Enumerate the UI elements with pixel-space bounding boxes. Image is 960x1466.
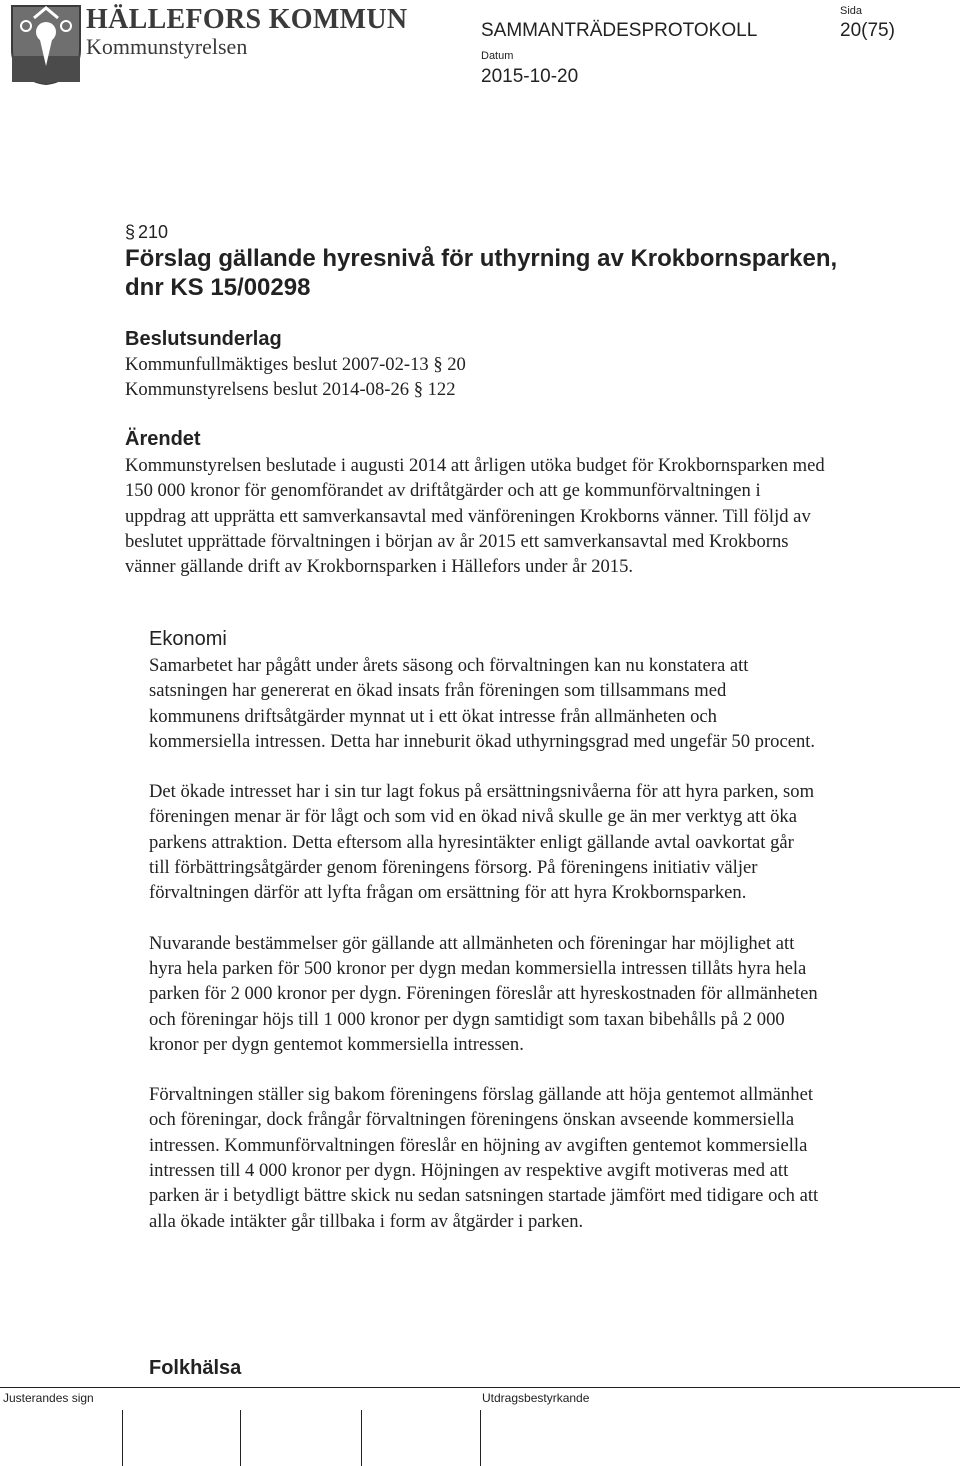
signature-box-divider bbox=[480, 1410, 481, 1466]
ekonomi-paragraph: Samarbetet har pågått under årets säsong och förvaltningen kan nu konstatera att satsningen har genererat en ökad insats från föreningen som tillsammans med kommunens driftsåtgärder mynnat ut i ett ökat intresse från allmänheten och kommersiella intressen. Detta har inneburit ökad uthyrningsgrad med ungefär 50 procent. bbox=[149, 655, 816, 752]
arendet-heading: Ärendet bbox=[125, 428, 201, 450]
org-name: HÄLLEFORS KOMMUN bbox=[86, 4, 408, 35]
org-subtitle: Kommunstyrelsen bbox=[86, 34, 248, 59]
signature-box-divider bbox=[122, 1410, 123, 1466]
justerandes-sign-label: Justerandes sign bbox=[3, 1391, 94, 1405]
date-label: Datum bbox=[481, 50, 514, 62]
beslutsunderlag-list bbox=[125, 352, 466, 403]
section-mark: § bbox=[125, 222, 136, 242]
ekonomi-paragraph: Nuvarande bestämmelser gör gällande att allmänheten och föreningar har möjlighet att hyra hela parken för 500 kronor per dygn medan kommersiella intressen tillåts hyra hela parken för 2 000 kronor per dygn. Föreningen föreslår att hyreskostnaden för allmänheten och föreningar höjs till 1 000 kronor per dygn samtidigt som taxan bibehålls på 2 000 kronor per dygn gentemot kommersiella intressen. bbox=[149, 932, 818, 1055]
ekonomi-body bbox=[149, 653, 819, 1259]
beslutsunderlag-item: Kommunfullmäktiges beslut 2007-02-13 § 20 bbox=[125, 354, 466, 375]
beslutsunderlag-heading: Beslutsunderlag bbox=[125, 328, 282, 350]
arendet-text: Kommunstyrelsen beslutade i augusti 2014 att årligen utöka budget för Krokbornsparken med 150 000 kronor för genomförandet av driftåtgärder och att ge kommunförvaltningen i uppdrag att upprätta ett samverkansavtal med vänföreningen Krokborns vänner. Till följd av beslutet upprättade förvaltningen i början av år 2015 ett samverkansavtal med Krokborns vänner gällande drift av Krokbornsparken i Hällefors under år 2015. bbox=[125, 455, 825, 578]
document-type: SAMMANTRÄDESPROTOKOLL bbox=[481, 20, 758, 41]
ekonomi-heading: Ekonomi bbox=[149, 628, 227, 650]
folkhalsa-heading: Folkhälsa bbox=[149, 1357, 242, 1379]
ekonomi-paragraph: Det ökade intresset har i sin tur lagt fokus på ersättningsnivåerna för att hyra parken, som föreningen menar är för lågt och som vid en ökad nivå skulle ge än mer verktyg att öka parkens attraktion. Detta eftersom alla hyresintäkter enligt gällande avtal oavkortat går till förbättringsåtgärder genom föreningens försorg. På föreningens initiativ väljer förvaltningen därför att lyfta frågan om ersättning för att hyra Krokbornsparken. bbox=[149, 781, 815, 904]
utdragsbestyrkande-label: Utdragsbestyrkande bbox=[482, 1391, 590, 1405]
ekonomi-paragraph: Förvaltningen ställer sig bakom föreningens förslag gällande att höja gentemot allmänhet och föreningar, dock frångår förvaltningen föreningens önskan avseende kommersiella intressen. Kommunförvaltningen föreslår en höjning av avgiften gentemot kommersiella intressen till 4 000 kronor per dygn. Höjningen av respektive avgift motiveras med att parken är i betydligt bättre skick nu sedan satsningen startade jämfört med tidigare och att alla ökade intäkter går tillbaka i form av åtgärder i parken. bbox=[149, 1084, 819, 1232]
page-number: 20(75) bbox=[840, 20, 895, 41]
paragraph-number: 210 bbox=[138, 222, 169, 242]
page-label: Sida bbox=[840, 5, 863, 17]
date-value: 2015-10-20 bbox=[481, 66, 579, 87]
footer-divider bbox=[0, 1387, 960, 1388]
beslutsunderlag-item: Kommunstyrelsens beslut 2014-08-26 § 122 bbox=[125, 379, 456, 401]
article-title: Förslag gällande hyresnivå för uthyrning av Krokbornsparken, dnr KS 15/00298 bbox=[125, 245, 838, 301]
signature-box-divider bbox=[240, 1410, 241, 1466]
signature-box-divider bbox=[361, 1410, 362, 1466]
municipality-logo bbox=[8, 4, 84, 86]
